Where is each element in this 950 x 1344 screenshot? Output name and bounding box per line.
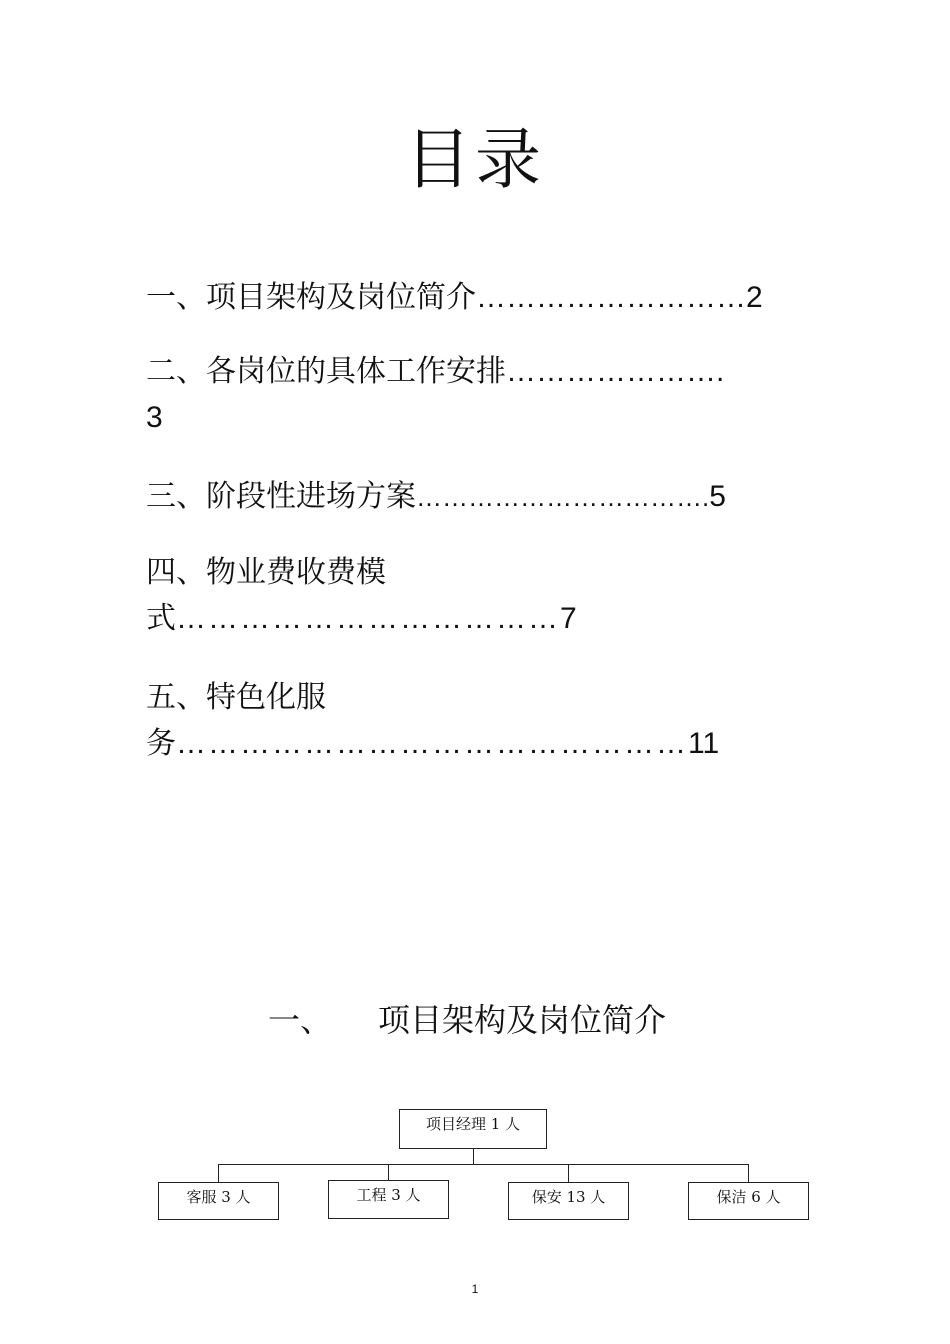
toc-page-number: 11 bbox=[688, 727, 720, 760]
toc-page-number: 2 bbox=[746, 281, 763, 314]
org-connector bbox=[568, 1164, 569, 1182]
toc-leader-dots: ………………………………………… bbox=[176, 727, 688, 760]
toc-page-number: 3 bbox=[146, 401, 163, 434]
org-child-box: 工程 3 人 bbox=[328, 1180, 449, 1219]
toc-entry-label: 三、阶段性进场方案 bbox=[146, 479, 416, 514]
section-title: 项目架构及岗位简介 bbox=[378, 1001, 667, 1039]
toc-title: 目录 bbox=[405, 121, 545, 198]
toc-page-number: 5 bbox=[709, 480, 726, 513]
org-connector bbox=[218, 1164, 219, 1182]
toc-leader-dots: ……………………………. bbox=[416, 482, 710, 512]
page-number: 1 bbox=[471, 1282, 479, 1296]
toc-leader-dots: …………………. bbox=[506, 355, 725, 388]
toc-page-number: 7 bbox=[560, 602, 577, 635]
org-connector bbox=[388, 1164, 389, 1180]
org-connector bbox=[218, 1164, 749, 1165]
org-child-box: 保洁 6 人 bbox=[688, 1182, 809, 1220]
toc-leader-dots: ……………………… bbox=[476, 281, 746, 314]
toc-entry-label: 四、物业费收费模式 bbox=[146, 555, 386, 636]
toc-entry-label: 一、项目架构及岗位简介 bbox=[146, 280, 476, 315]
toc-leader-dots: ……………………………… bbox=[176, 602, 560, 635]
org-connector bbox=[748, 1164, 749, 1182]
org-child-box: 保安 13 人 bbox=[508, 1182, 629, 1220]
org-root-box: 项目经理 1 人 bbox=[399, 1109, 547, 1149]
toc-entry-label: 二、各岗位的具体工作安排 bbox=[146, 354, 506, 389]
section-number: 一、 bbox=[268, 1001, 333, 1039]
toc-entry-label: 五、特色化服务 bbox=[146, 680, 326, 761]
org-child-box: 客服 3 人 bbox=[158, 1182, 279, 1220]
org-connector bbox=[473, 1149, 474, 1165]
